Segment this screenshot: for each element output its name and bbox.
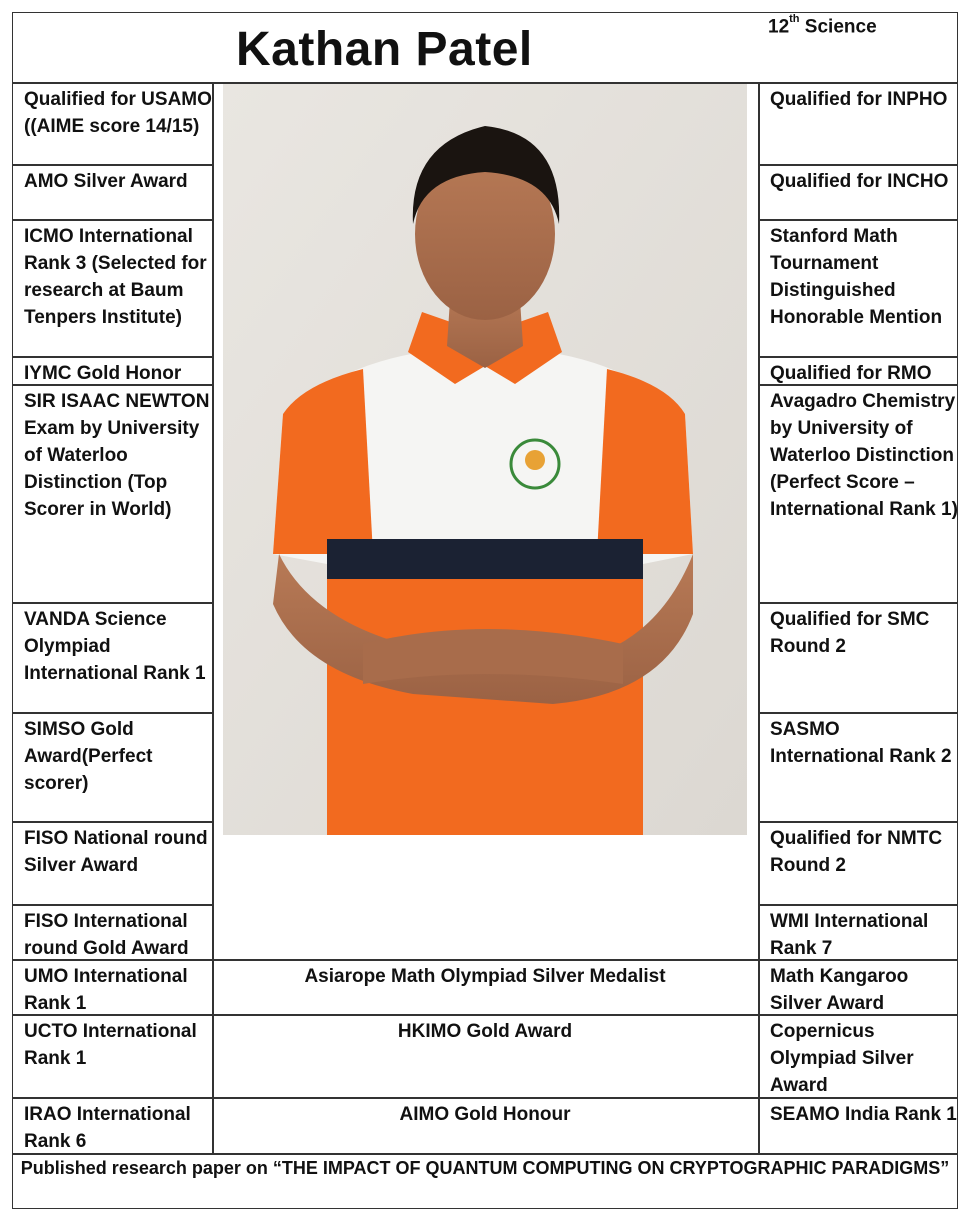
grade-label: 12th Science xyxy=(768,13,877,38)
right-award-7: SASMO International Rank 2 xyxy=(770,719,952,767)
right-award-3: Stanford Math Tournament Distinguished Honorable Mention xyxy=(770,226,943,328)
left-award-12: IRAO International Rank 6 xyxy=(24,1104,191,1152)
left-award-7: SIMSO Gold Award(Perfect scorer) xyxy=(24,719,153,794)
left-award-10: UMO International Rank 1 xyxy=(24,966,188,1014)
left-award-5: SIR ISAAC NEWTON Exam by University of Waterloo Distinction (Top Scorer in World) xyxy=(24,391,210,520)
divider xyxy=(212,82,214,1154)
right-award-9: WMI International Rank 7 xyxy=(770,911,929,959)
left-award-3: ICMO International Rank 3 (Selected for research at Baum Tenpers Institute) xyxy=(24,226,207,328)
left-award-9: FISO International round Gold Award xyxy=(24,911,189,959)
right-award-1: Qualified for INPHO xyxy=(770,89,948,110)
middle-award-2: HKIMO Gold Award xyxy=(397,1021,573,1042)
left-award-11: UCTO International Rank 1 xyxy=(24,1021,197,1069)
middle-award-3: AIMO Gold Honour xyxy=(399,1104,571,1125)
right-award-6: Qualified for SMC Round 2 xyxy=(770,609,930,657)
left-award-6: VANDA Science Olympiad International Rank 1 xyxy=(24,609,206,684)
student-photo xyxy=(223,84,747,835)
right-award-8: Qualified for NMTC Round 2 xyxy=(770,828,943,876)
left-award-8: FISO National round Silver Award xyxy=(24,828,208,876)
right-award-5: Avagadro Chemistry by University of Waterloo Distinction (Perfect Score – International Rank 1) xyxy=(770,391,958,520)
right-award-4: Qualified for RMO xyxy=(770,363,932,384)
left-award-4: IYMC Gold Honor xyxy=(24,363,182,384)
research-paper-note: Published research paper on “THE IMPACT OF QUANTUM COMPUTING ON CRYPTOGRAPHIC PARADIGMS” xyxy=(20,1158,950,1178)
student-name: Kathan Patel xyxy=(236,23,533,76)
right-award-10: Math Kangaroo Silver Award xyxy=(770,966,909,1014)
left-award-1: Qualified for USAMO ((AIME score 14/15) xyxy=(24,89,212,137)
right-award-11: Copernicus Olympiad Silver Award xyxy=(770,1021,914,1096)
right-award-2: Qualified for INCHO xyxy=(770,171,949,192)
right-award-12: SEAMO India Rank 1 xyxy=(770,1104,957,1125)
left-award-2: AMO Silver Award xyxy=(24,171,188,192)
middle-award-1: Asiarope Math Olympiad Silver Medalist xyxy=(304,966,666,987)
